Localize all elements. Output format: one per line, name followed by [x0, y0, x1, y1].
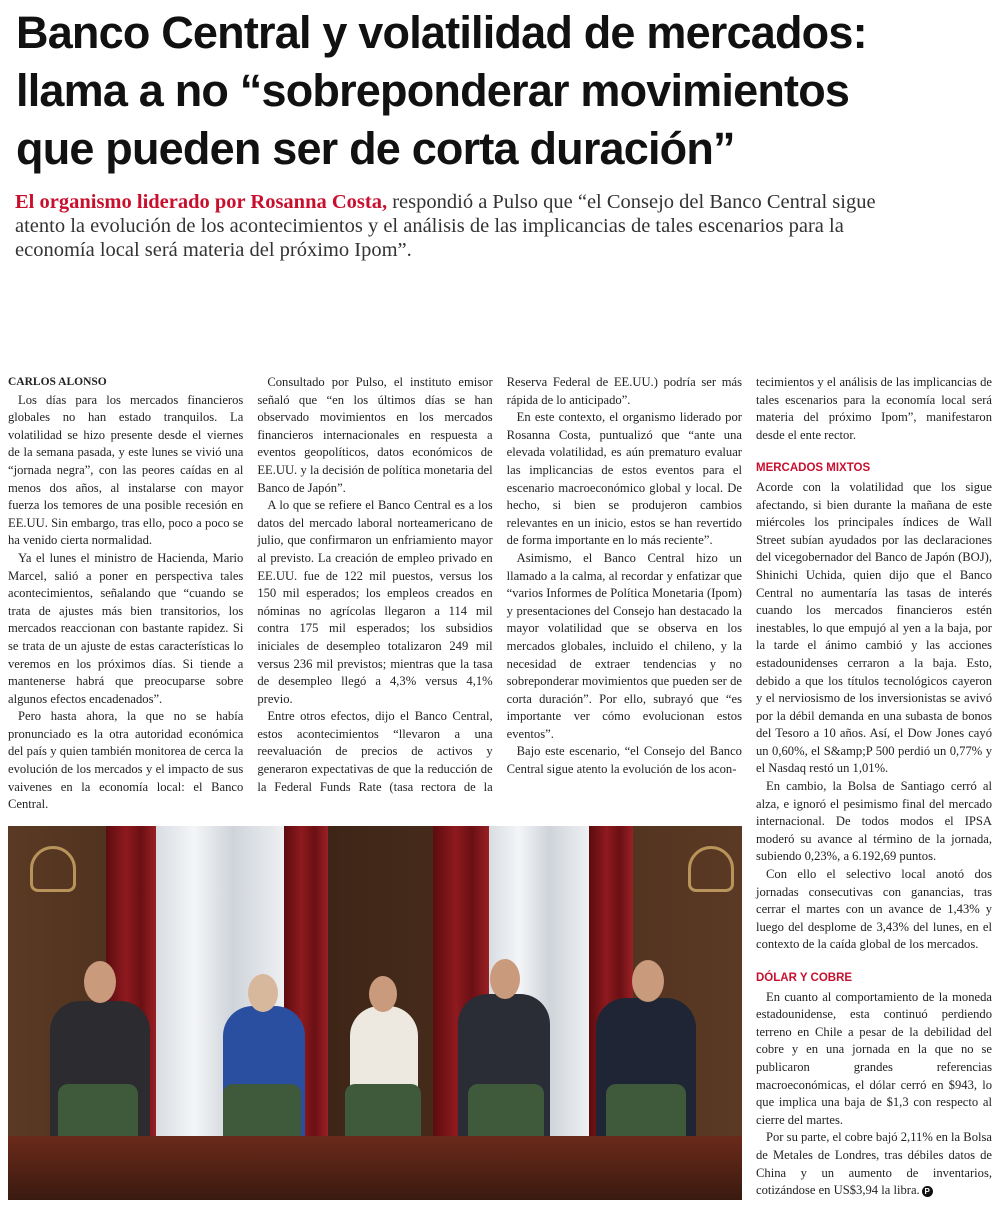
subhead-line: economía local será materia del próximo Ipom”. — [15, 239, 412, 261]
article-photo — [8, 826, 742, 1200]
article-content — [0, 374, 1000, 1210]
chair — [468, 1084, 544, 1144]
section-heading: MERCADOS MIXTOS — [756, 462, 871, 475]
person-head — [490, 959, 520, 999]
chair — [345, 1084, 421, 1144]
article-left-area — [8, 374, 742, 1200]
paragraph: Consultado por Pulso, el instituto emisor señaló que “en los últimos días se han observado movimientos en los mercados financieros internacionales en respuesta a eventos geopolíticos, datos económicos de EE.UU. y la decisión de política monetaria del Banco de Japón”. — [257, 375, 493, 495]
paragraph: Entre otros efectos, dijo el Banco Central, estos acontecimientos “llevaron a una reevaluación de precios de activos y generaron expectativas de que la reducción de la Federal Funds Rate (tasa rectora de la Reserva Federal de EE.UU.) podría ser más rápida de lo anticipado”. — [257, 375, 742, 794]
paragraph: A lo que se refiere el Banco Central es a los datos del mercado laboral norteamericano de julio, que confirmaron un enfriamiento mayor al previsto. La creación de empleo privado en EE.UU. fue de 122 mil puestos, versus los 150 mil esperados; los empleos creados en nóminas no agrícolas llegaron a 114 mil contra 175 mil esperados; los subsidios iniciales de desempleo totalizaron 249 mil versus 236 mil previstos; mientras que la tasa de desempleo llegó a 4,3% versus 4,1% previo. — [257, 498, 493, 706]
paragraph: Con ello el selectivo local anotó dos jornadas consecutivas con ganancias, tras cerrar el martes con un avance de 1,43% y luego del desplome de 3,43% del lunes, en el contexto de la caída global de los mercados. — [756, 867, 992, 952]
headline-line: que pueden ser de corta duración” — [16, 123, 735, 174]
person-head — [369, 976, 397, 1012]
paragraph: Ya el lunes el ministro de Hacienda, Mario Marcel, salió a poner en perspectiva tales acontecimientos, señalando que “cuando se trata de ajustes más bien transitorios, los mercados reaccionan con bastante rapidez. Si se trata de un ajuste de estas características lo veremos en los próximos días. Si tiende a mantenerse habrá que preocuparse sobre algunos efectos encadenados”. — [8, 550, 244, 706]
end-mark-icon: P — [922, 1186, 933, 1197]
paragraph: Los días para los mercados financieros globales no han estado tranquilos. La volatilidad se hizo presente desde el viernes de la semana pasada, y este lunes se vivió una “jornada negra”, con las peores caídas en al menos dos años, al instalarse con mayor fuerza los temores de una posible recesión en EE.UU. Sin embargo, tras ello, poco a poco se ha venido cierta normalidad. — [8, 392, 244, 548]
paragraph: En cambio, la Bolsa de Santiago cerró al alza, e ignoró el pesimismo final del mercado internacional. De todos modos el IPSA moderó su avance al término de la jornada, subiendo 0,23%, a 6.192,69 puntos. — [756, 779, 992, 864]
paragraph: En este contexto, el organismo liderado por Rosanna Costa, puntualizó que “ante una elevada volatilidad, es aún prematuro evaluar las implicancias de estos eventos para el escenario macroeconómico global y local. De hecho, si bien se produjeron cambios relevantes en un inicio, estos se han revertido de forma importante en lo más reciente”. — [506, 410, 742, 548]
subhead-line — [15, 190, 990, 214]
person-head — [248, 974, 278, 1012]
person-head — [632, 960, 664, 1002]
chair — [58, 1084, 138, 1144]
wall-sconce-icon — [688, 846, 734, 892]
paragraph — [756, 1129, 992, 1199]
subhead-lead: El organismo liderado por Rosanna Costa, — [15, 191, 388, 213]
subhead-line: atento la evolución de los acontecimientos y el análisis de las implicancias de tales escenarios para la — [15, 215, 844, 237]
headline-line: Banco Central y volatilidad de mercados: — [16, 7, 867, 58]
conference-table — [8, 1136, 742, 1200]
paragraph: Bajo este escenario, “el Consejo del Banco Central sigue atento la evolución de los acon- — [506, 744, 742, 777]
paragraph: tecimientos y el análisis de las implicancias de tales escenarios para la economía local será materia del próximo Ipom”, manifestaron desde el ente rector. — [756, 375, 992, 442]
article-body-columns — [8, 374, 742, 814]
section-heading: DÓLAR Y COBRE — [756, 972, 853, 984]
paragraph: En cuanto al comportamiento de la moneda estadounidense, esta continuó perdiendo terreno en Chile a pesar de la debilidad del cobre y en una jornada en la que no se publicaron grandes referencias macroeconómicas, el dólar cerró en $943, lo que implica una baja de $1,3 con respecto al cierre del martes. — [756, 989, 992, 1127]
subheadline — [15, 190, 990, 262]
person-head — [84, 961, 116, 1003]
headline-line: llama a no “sobreponderar movimientos — [16, 65, 850, 116]
chair — [606, 1084, 686, 1144]
wall-sconce-icon — [30, 846, 76, 892]
paragraph: Asimismo, el Banco Central hizo un llamado a la calma, al recordar y enfatizar que “varios Informes de Política Monetaria (Ipom) y presentaciones del Consejo han destacado la mayor volatilidad que se observa en los mercados globales, incluido el chileno, y la necesidad de extraer tendencias y no sobreponderar movimientos que pueden ser de corta duración”. Por ello, subrayó que “es importante ver cómo evolucionan estos eventos”. — [506, 550, 742, 741]
chair — [223, 1084, 301, 1144]
headline — [0, 0, 1000, 178]
paragraph: Pero hasta ahora, la que no se había pronunciado es la otra autoridad económica del país y quien también monitorea de cerca la evolución de los mercados y el impacto de sus vaivenes en la economía local: el Banco Central. — [8, 709, 244, 812]
paragraph-text: Por su parte, el cobre bajó 2,11% en la Bolsa de Metales de Londres, tras débiles datos de China y un aumento de inventarios, cotizándose en US$3,94 la libra. — [756, 1130, 992, 1198]
article-body-right-column — [756, 374, 992, 1200]
paragraph: Acorde con la volatilidad que los sigue afectando, si bien durante la mañana de este miércoles los principales índices de Wall Street subían ayudados por las declaraciones del vicegobernador del Banco de Japón (BOJ), Shinichi Uchida, quien dijo que el Banco Central no aumentaría las tasas de interés cuando los mercados financieros estén inestables, lo que empujó al yen a la baja, por la tarde el ánimo cambió y las acciones estadounidenses cerraron a la baja. Esto, debido a que los títulos tecnológicos cayeron y el nerviosismo de los inversionistas se avivó por la débil demanda en una subasta de bonos del Tesoro a 10 años. Así, el Dow Jones cayó un 0,60%, el S&amp;P 500 perdió un 0,77% y el Nasdaq restó un 1,01%. — [756, 479, 992, 776]
byline: CARLOS ALONSO — [8, 376, 107, 388]
subhead-text: respondió a Pulso que “el Consejo del Banco Central sigue — [387, 191, 876, 213]
